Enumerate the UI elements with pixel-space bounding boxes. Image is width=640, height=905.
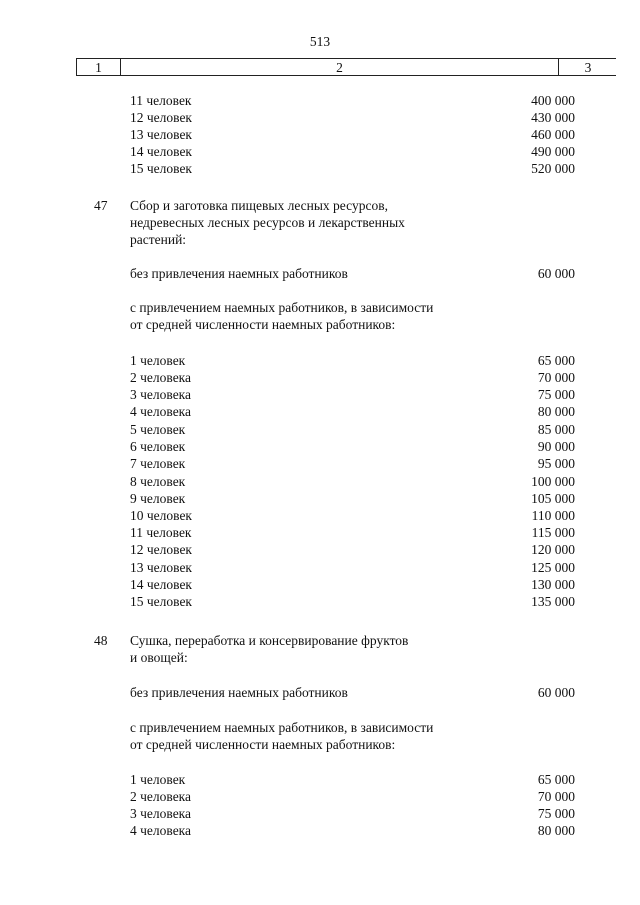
row-description: 15 человек	[130, 161, 192, 176]
row-amount: 100 000	[531, 474, 575, 489]
row-description: недревесных лесных ресурсов и лекарственных	[130, 215, 405, 230]
row-number: 47	[94, 198, 108, 213]
row-amount: 80 000	[537, 404, 575, 419]
row-amount: 520 000	[531, 161, 575, 176]
row-amount: 135 000	[531, 594, 575, 609]
row-amount: 65 000	[537, 353, 575, 368]
row-description: и овощей:	[130, 650, 188, 665]
row-description: 12 человек	[130, 110, 192, 125]
row-description: без привлечения наемных работников	[130, 685, 348, 700]
row-amount: 75 000	[537, 387, 575, 402]
row-amount: 120 000	[531, 542, 575, 557]
row-description: 7 человек	[130, 456, 186, 471]
table-row	[0, 684, 640, 701]
table-row	[0, 719, 640, 736]
table-row	[0, 421, 640, 438]
table-row	[0, 805, 640, 822]
table-row	[0, 771, 640, 788]
table-row	[0, 736, 640, 753]
row-description: растений:	[130, 232, 187, 247]
row-description: 11 человек	[130, 93, 192, 108]
row-amount: 110 000	[531, 508, 575, 523]
table-row	[0, 265, 640, 282]
row-description: 15 человек	[130, 594, 192, 609]
table-row	[0, 160, 640, 177]
table-row	[0, 455, 640, 472]
table-row	[0, 231, 640, 248]
table-row	[0, 649, 640, 666]
table-row	[0, 632, 640, 649]
row-amount: 95 000	[537, 456, 575, 471]
row-number: 48	[94, 633, 108, 648]
table-row	[0, 143, 640, 160]
row-description: 11 человек	[130, 525, 192, 540]
table-row	[0, 386, 640, 403]
row-description: 1 человек	[130, 772, 186, 787]
row-description: 6 человек	[130, 439, 186, 454]
table-row	[0, 299, 640, 316]
row-amount: 490 000	[531, 144, 575, 159]
row-description: 14 человек	[130, 577, 192, 592]
row-description: 12 человек	[130, 542, 192, 557]
table-row	[0, 559, 640, 576]
row-description: 13 человек	[130, 127, 192, 142]
row-amount: 115 000	[531, 525, 575, 540]
row-description: 10 человек	[130, 508, 192, 523]
table-row	[0, 438, 640, 455]
table-row	[0, 490, 640, 507]
header-col-2: 2	[121, 59, 559, 76]
row-amount: 60 000	[537, 685, 575, 700]
row-amount: 105 000	[531, 491, 575, 506]
table-row	[0, 576, 640, 593]
table-row	[0, 92, 640, 109]
row-description: Сбор и заготовка пищевых лесных ресурсов,	[130, 198, 388, 213]
row-amount: 130 000	[531, 577, 575, 592]
row-description: 8 человек	[130, 474, 186, 489]
row-description: от средней численности наемных работников:	[130, 737, 396, 752]
row-amount: 125 000	[531, 560, 575, 575]
row-amount: 460 000	[531, 127, 575, 142]
table-row	[0, 369, 640, 386]
table-row	[0, 403, 640, 420]
header-col-3: 3	[584, 60, 592, 75]
row-description: с привлечением наемных работников, в зависимости	[130, 300, 434, 315]
row-description: 3 человека	[130, 387, 192, 402]
header-col-1: 1	[77, 59, 121, 76]
row-description: 4 человека	[130, 404, 192, 419]
row-description: 9 человек	[130, 491, 186, 506]
row-amount: 75 000	[537, 806, 575, 821]
row-description: 14 человек	[130, 144, 192, 159]
row-amount: 60 000	[537, 266, 575, 281]
row-description: от средней численности наемных работников:	[130, 317, 396, 332]
row-amount: 400 000	[531, 93, 575, 108]
table-row	[0, 788, 640, 805]
table-row	[0, 507, 640, 524]
row-description: 2 человека	[130, 789, 192, 804]
table-row	[0, 473, 640, 490]
table-row	[0, 352, 640, 369]
table-row	[0, 316, 640, 333]
table-header	[76, 58, 616, 76]
row-amount: 85 000	[537, 422, 575, 437]
row-amount: 430 000	[531, 110, 575, 125]
row-description: 4 человека	[130, 823, 192, 838]
row-amount: 70 000	[537, 789, 575, 804]
row-description: 3 человека	[130, 806, 192, 821]
row-description: 13 человек	[130, 560, 192, 575]
row-amount: 65 000	[537, 772, 575, 787]
row-amount: 70 000	[537, 370, 575, 385]
row-description: 2 человека	[130, 370, 192, 385]
table-row	[0, 197, 640, 214]
row-amount: 80 000	[537, 823, 575, 838]
table-row	[0, 593, 640, 610]
row-description: Сушка, переработка и консервирование фруктов	[130, 633, 409, 648]
row-description: с привлечением наемных работников, в зависимости	[130, 720, 434, 735]
page-number: 513	[309, 34, 331, 49]
table-row	[0, 822, 640, 839]
table-row	[0, 541, 640, 558]
table-row	[0, 524, 640, 541]
row-description: 5 человек	[130, 422, 186, 437]
row-amount: 90 000	[537, 439, 575, 454]
row-description: без привлечения наемных работников	[130, 266, 348, 281]
table-row	[0, 214, 640, 231]
table-row	[0, 126, 640, 143]
table-row	[0, 109, 640, 126]
row-description: 1 человек	[130, 353, 186, 368]
